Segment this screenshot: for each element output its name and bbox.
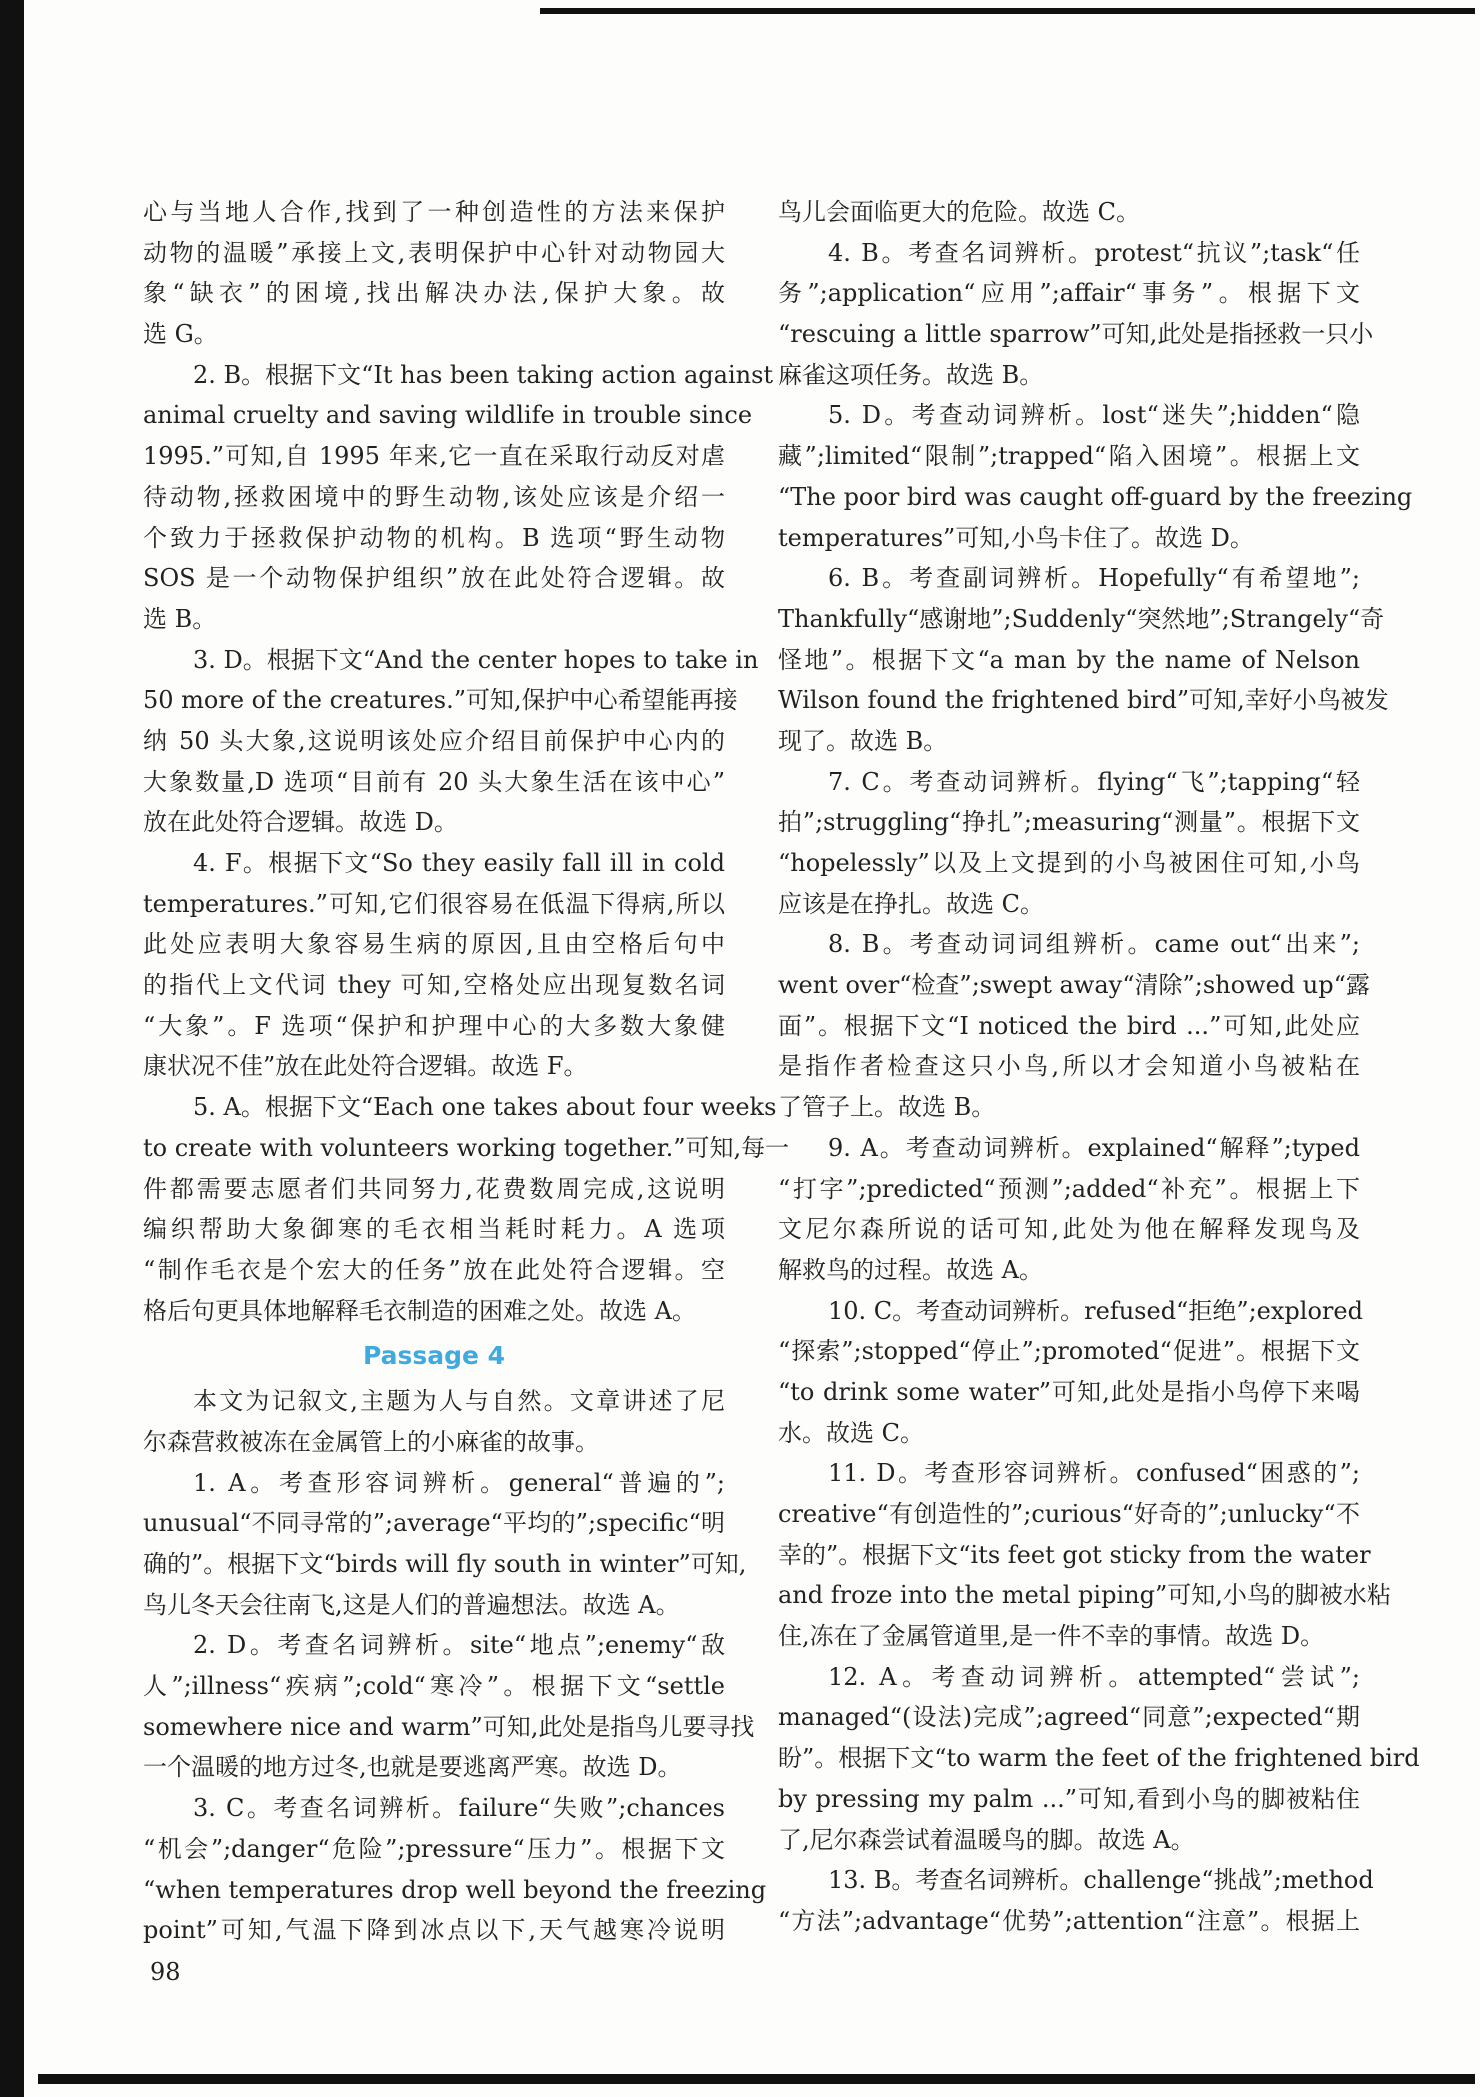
text-line: “when temperatures drop well beyond the freezing [143,1875,767,1904]
text-line: 现了。故选 B。 [778,726,948,755]
text-line: 了管子上。故选 B。 [778,1093,996,1122]
text-line: 13. B。考查名词辨析。challenge“挑战”;method [828,1866,1374,1895]
text-line: 务”;application“应用”;affair“事务”。根据下文 [778,279,1360,308]
scan-edge-left [0,0,24,2097]
paragraph [778,192,1360,233]
text-line: 3. C。考查名词辨析。failure“失败”;chances [193,1794,725,1823]
right-column [778,192,1420,1942]
text-line: “探索”;stopped“停止”;promoted“促进”。根据下文 [778,1337,1360,1366]
text-line: to create with volunteers working together.”可知,每一 [143,1133,790,1162]
text-line: 藏”;limited“限制”;trapped“陷入困境”。根据上文 [778,442,1360,471]
text-line: 是指作者检查这只小鸟,所以才会知道小鸟被粘在 [778,1052,1360,1081]
text-line: 鸟儿冬天会往南飞,这是人们的普遍想法。故选 A。 [143,1590,680,1619]
text-line: 编织帮助大象御寒的毛衣相当耗时耗力。A 选项 [143,1215,725,1244]
text-line: 选 G。 [143,320,218,349]
paragraph [143,640,759,843]
page-number: 98 [150,1958,181,1986]
text-line: 鸟儿会面临更大的危险。故选 C。 [778,198,1140,226]
text-line: 1995.”可知,自 1995 年来,它一直在采取行动反对虐 [143,442,725,471]
text-line: “机会”;danger“危险”;pressure“压力”。根据下文 [143,1834,725,1863]
text-line: 50 more of the creatures.”可知,保护中心希望能再接 [143,686,738,715]
text-line: temperatures”可知,小鸟卡住了。故选 D。 [778,523,1254,552]
text-line: unusual“不同寻常的”;average“平均的”;specific“明 [143,1509,725,1538]
text-line: 格后句更具体地解释毛衣制造的困难之处。故选 A。 [143,1296,696,1325]
paragraph [778,762,1360,925]
paragraph [143,192,725,355]
text-line: 4. F。根据下文“So they easily fall ill in cold [193,849,725,877]
text-line: “to drink some water”可知,此处是指小鸟停下来喝 [778,1377,1360,1406]
paragraph [778,1657,1420,1860]
text-line: “制作毛衣是个宏大的任务”放在此处符合逻辑。空 [143,1255,725,1284]
text-line: Wilson found the frightened bird”可知,幸好小鸟被发 [778,686,1389,715]
paragraph [143,1463,747,1626]
section-heading: Passage 4 [362,1341,506,1371]
paragraph [778,924,1370,1127]
text-line: 面”。根据下文“I noticed the bird ...”可知,此处应 [778,1011,1360,1040]
text-line: 7. C。考查动词辨析。flying“飞”;tapping“轻 [828,767,1360,796]
text-line: 件都需要志愿者们共同努力,花费数周完成,这说明 [143,1174,725,1203]
text-line: 2. B。根据下文“It has been taking action against [193,360,774,389]
text-line: 住,冻在了金属管道里,是一件不幸的事情。故选 D。 [778,1622,1325,1651]
text-line: 此处应表明大象容易生病的原因,且由空格后句中 [143,930,725,959]
text-line: 盼”。根据下文“to warm the feet of the frightened bird [778,1744,1420,1773]
text-line: 11. D。考查形容词辨析。confused“困惑的”; [828,1459,1360,1488]
text-line: 了,尼尔森尝试着温暖鸟的脚。故选 A。 [778,1825,1195,1854]
text-line: and froze into the metal piping”可知,小鸟的脚被水粘 [778,1581,1391,1610]
text-line: “打字”;predicted“预测”;added“补充”。根据上下 [778,1174,1360,1203]
text-line: 康状况不佳”放在此处符合逻辑。故选 F。 [143,1052,588,1081]
text-line: “The poor bird was caught off-guard by the freezing [778,482,1413,511]
text-line: 拍”;struggling“挣扎”;measuring“测量”。根据下文 [778,808,1360,837]
text-line: 一个温暖的地方过冬,也就是要逃离严寒。故选 D。 [143,1753,682,1782]
text-line: 人”;illness“疾病”;cold“寒冷”。根据下文“settle [143,1672,725,1701]
text-line: Thankfully“感谢地”;Suddenly“突然地”;Strangely“奇 [778,604,1385,633]
paragraph [143,1625,755,1788]
text-line: 尔森营救被冻在金属管上的小麻雀的故事。 [143,1427,599,1456]
scan-edge-top [540,8,1475,14]
text-line: 1. A。考查形容词辨析。general“普遍的”; [193,1468,725,1497]
paragraph [778,558,1389,761]
paragraph [778,1291,1363,1454]
text-line: 纳 50 头大象,这说明该处应介绍目前保护中心内的 [143,726,725,755]
text-line: 8. B。考查动词词组辨析。came out“出来”; [828,930,1360,959]
text-line: 4. B。考查名词辨析。protest“抗议”;task“任 [828,238,1360,267]
text-line: 大象数量,D 选项“目前有 20 头大象生活在该中心” [143,767,725,796]
text-line: 幸的”。根据下文“its feet got sticky from the water [778,1540,1371,1569]
paragraph [778,233,1374,396]
text-line: “大象”。F 选项“保护和护理中心的大多数大象健 [143,1011,725,1040]
text-line: SOS 是一个动物保护组织”放在此处符合逻辑。故 [143,564,725,593]
text-line: by pressing my palm ...”可知,看到小鸟的脚被粘住 [778,1784,1360,1813]
paragraph [143,1788,767,1951]
text-line: 象“缺衣”的困境,找出解决办法,保护大象。故 [143,279,725,308]
text-line: 10. C。考查动词辨析。refused“拒绝”;explored [828,1296,1363,1325]
text-line: 5. A。根据下文“Each one takes about four weeks [193,1093,777,1122]
text-line: 动物的温暖”承接上文,表明保护中心针对动物园大 [143,238,725,267]
paragraph [143,355,774,640]
paragraph [778,395,1413,558]
text-line: creative“有创造性的”;curious“好奇的”;unlucky“不 [778,1500,1360,1528]
text-line: 本文为记叙文,主题为人与自然。文章讲述了尼 [193,1387,725,1416]
text-line: 6. B。考查副词辨析。Hopefully“有希望地”; [828,564,1360,593]
text-line: went over“检查”;swept away“清除”;showed up“露 [778,971,1370,1000]
text-line: 2. D。考查名词辨析。site“地点”;enemy“敌 [193,1631,725,1660]
paragraph [778,1128,1360,1291]
text-line: animal cruelty and saving wildlife in trouble since [143,401,753,430]
text-line: “rescuing a little sparrow”可知,此处是指拯救一只小 [778,320,1374,349]
text-line: 12. A。考查动词辨析。attempted“尝试”; [828,1662,1360,1691]
text-line: somewhere nice and warm”可知,此处是指鸟儿要寻找 [143,1712,755,1741]
text-line: “方法”;advantage“优势”;attention“注意”。根据上 [778,1906,1360,1935]
text-line: 解救鸟的过程。故选 A。 [778,1255,1043,1284]
text-line: 文尼尔森所说的话可知,此处为他在解释发现鸟及 [778,1215,1360,1244]
text-line: 选 B。 [143,604,217,633]
paragraph [143,843,725,1087]
text-line: 的指代上文代词 they 可知,空格处应出现复数名词 [143,971,725,1000]
text-line: 怪地”。根据下文“a man by the name of Nelson [778,645,1360,674]
text-line: 水。故选 C。 [778,1418,924,1447]
paragraph [778,1860,1374,1941]
paragraph [143,1087,790,1331]
text-line: 5. D。考查动词辨析。lost“迷失”;hidden“隐 [828,401,1360,430]
text-line: 个致力于拯救保护动物的机构。B 选项“野生动物 [143,523,725,552]
text-line: 心与当地人合作,找到了一种创造性的方法来保护 [143,198,725,226]
text-line: 3. D。根据下文“And the center hopes to take in [193,645,759,674]
text-line: 应该是在挣扎。故选 C。 [778,889,1044,918]
text-line: 麻雀这项任务。故选 B。 [778,360,1044,389]
paragraph [778,1453,1391,1656]
text-line: temperatures.”可知,它们很容易在低温下得病,所以 [143,889,725,918]
text-line: 待动物,拯救困境中的野生动物,该处应该是介绍一 [143,482,725,511]
paragraph [143,1381,725,1462]
text-line: “hopelessly”以及上文提到的小鸟被困住可知,小鸟 [778,849,1360,877]
text-line: 9. A。考查动词辨析。explained“解释”;typed [828,1133,1360,1162]
scan-edge-bottom [38,2074,1475,2084]
text-line: 放在此处符合逻辑。故选 D。 [143,808,458,837]
text-line: 确的”。根据下文“birds will fly south in winter”可知, [143,1550,747,1578]
left-column [143,192,790,1951]
text-line: point”可知,气温下降到冰点以下,天气越寒冷说明 [143,1916,725,1945]
text-line: managed“(设法)完成”;agreed“同意”;expected“期 [778,1703,1360,1732]
